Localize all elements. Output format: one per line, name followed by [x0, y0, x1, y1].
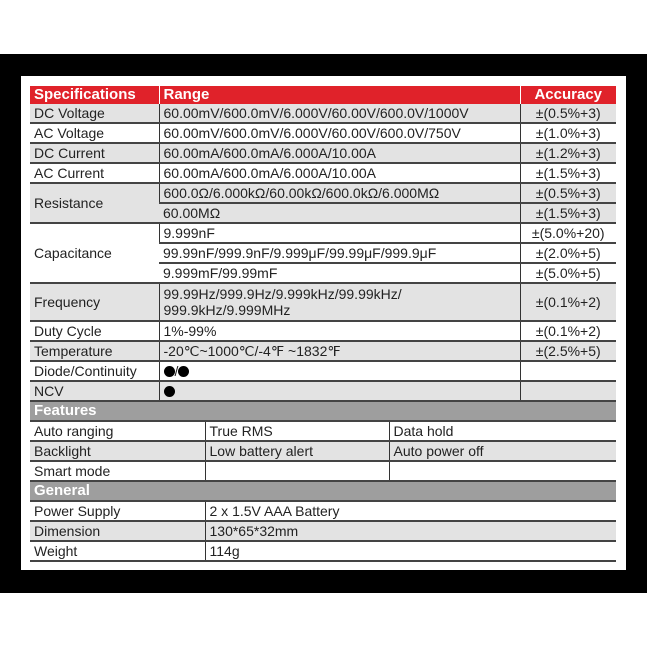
specifications-table: [30, 86, 616, 402]
spec-name: Frequency: [30, 283, 159, 321]
table-row: [30, 123, 616, 143]
general-label: Dimension: [30, 521, 205, 541]
feature-item: Data hold: [389, 421, 616, 441]
spec-accuracy: ±(2.0%+5): [520, 243, 616, 263]
spec-range: [159, 283, 520, 321]
section-header-features: [30, 402, 616, 421]
spec-accuracy: ±(0.5%+3): [520, 183, 616, 203]
general-value: 2 x 1.5V AAA Battery: [205, 501, 616, 521]
spec-name: DC Voltage: [30, 104, 159, 123]
section-title: Features: [30, 402, 616, 421]
spec-range: [159, 381, 520, 401]
spec-accuracy: ±(2.5%+5): [520, 341, 616, 361]
spec-range: 9.999nF: [159, 223, 520, 243]
table-row: [30, 321, 616, 341]
range-line: 999.9kHz/9.999MHz: [163, 302, 291, 318]
table-row: [30, 521, 616, 541]
feature-item: Backlight: [30, 441, 205, 461]
table-row: [30, 361, 616, 381]
spec-accuracy: [520, 381, 616, 401]
table-row: [30, 461, 616, 481]
spec-range: 600.0Ω/6.000kΩ/60.00kΩ/600.0kΩ/6.000MΩ: [159, 183, 520, 203]
table-row: [30, 501, 616, 521]
table-row: [30, 541, 616, 561]
separator: /: [174, 363, 179, 379]
feature-item: Low battery alert: [205, 441, 389, 461]
spec-accuracy: ±(1.5%+3): [520, 163, 616, 183]
spec-sheet: [30, 86, 616, 562]
spec-range: 60.00MΩ: [159, 203, 520, 223]
spec-accuracy: [520, 361, 616, 381]
spec-range: 60.00mV/600.0mV/6.000V/60.00V/600.0V/1000V: [159, 104, 520, 123]
bullet-icon: [178, 366, 189, 377]
table-row: [30, 183, 616, 203]
spec-name: NCV: [30, 381, 159, 401]
general-value: 114g: [205, 541, 616, 561]
table-header: [30, 86, 616, 104]
spec-name: Capacitance: [30, 223, 159, 283]
section-header-general: [30, 481, 616, 501]
table-row: [30, 283, 616, 321]
spec-accuracy: ±(0.1%+2): [520, 283, 616, 321]
table-row: [30, 341, 616, 361]
header-range: Range: [159, 86, 520, 104]
general-label: Weight: [30, 541, 205, 561]
spec-name: Temperature: [30, 341, 159, 361]
header-specifications: Specifications: [30, 86, 159, 104]
spec-name: AC Voltage: [30, 123, 159, 143]
table-row: [30, 421, 616, 441]
bullet-icon: [164, 386, 175, 397]
range-line: 99.99Hz/999.9Hz/9.999kHz/99.99kHz/: [163, 286, 402, 302]
spec-accuracy: ±(1.5%+3): [520, 203, 616, 223]
table-row: [30, 381, 616, 401]
spec-name: DC Current: [30, 143, 159, 163]
spec-accuracy: ±(0.5%+3): [520, 104, 616, 123]
section-title: General: [30, 481, 616, 501]
features-general-table: [30, 402, 616, 562]
feature-item: Smart mode: [30, 461, 205, 481]
feature-item: Auto power off: [389, 441, 616, 461]
table-row: [30, 223, 616, 243]
general-label: Power Supply: [30, 501, 205, 521]
spec-name: Resistance: [30, 183, 159, 223]
feature-item: True RMS: [205, 421, 389, 441]
spec-accuracy: ±(5.0%+5): [520, 263, 616, 283]
general-value: 130*65*32mm: [205, 521, 616, 541]
spec-name: AC Current: [30, 163, 159, 183]
table-row: [30, 143, 616, 163]
header-accuracy: Accuracy: [520, 86, 616, 104]
spec-accuracy: ±(5.0%+20): [520, 223, 616, 243]
table-row: [30, 163, 616, 183]
spec-accuracy: ±(1.2%+3): [520, 143, 616, 163]
feature-item: [389, 461, 616, 481]
spec-range: 9.999mF/99.99mF: [159, 263, 520, 283]
spec-range: 60.00mA/600.0mA/6.000A/10.00A: [159, 163, 520, 183]
spec-range: 60.00mA/600.0mA/6.000A/10.00A: [159, 143, 520, 163]
feature-item: Auto ranging: [30, 421, 205, 441]
spec-name: Diode/Continuity: [30, 361, 159, 381]
table-row: [30, 104, 616, 123]
feature-item: [205, 461, 389, 481]
spec-accuracy: ±(0.1%+2): [520, 321, 616, 341]
bullet-icon: [164, 366, 175, 377]
spec-range: -20℃~1000℃/-4℉ ~1832℉: [159, 341, 520, 361]
spec-range: 1%-99%: [159, 321, 520, 341]
table-row: [30, 441, 616, 461]
spec-range: 99.99nF/999.9nF/9.999μF/99.99μF/999.9μF: [159, 243, 520, 263]
spec-accuracy: ±(1.0%+3): [520, 123, 616, 143]
spec-name: Duty Cycle: [30, 321, 159, 341]
spec-range: [159, 361, 520, 381]
spec-range: 60.00mV/600.0mV/6.000V/60.00V/600.0V/750V: [159, 123, 520, 143]
